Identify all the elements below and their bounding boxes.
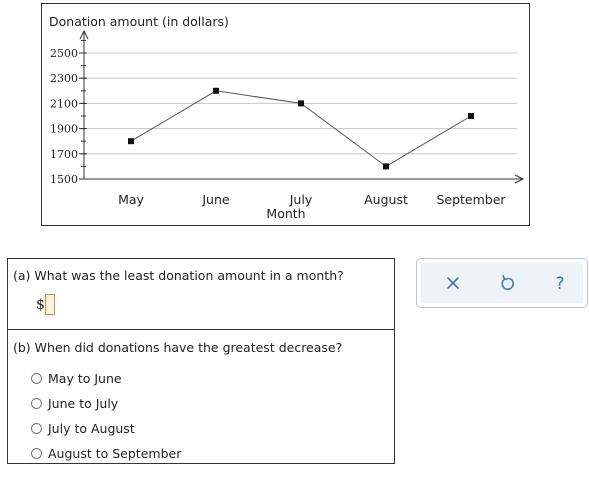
- y-tick-label: 2500: [50, 47, 78, 60]
- option-label: August to September: [48, 445, 182, 461]
- amount-input[interactable]: [45, 294, 55, 315]
- undo-button[interactable]: [495, 271, 519, 295]
- y-tick-label: 1500: [50, 173, 78, 186]
- radio-button[interactable]: [31, 448, 42, 459]
- currency-symbol: $: [36, 297, 45, 313]
- question-a-panel: [7, 258, 395, 330]
- clear-button[interactable]: [441, 271, 465, 295]
- option-june-to-july[interactable]: [31, 394, 118, 412]
- x-tick-label: July: [289, 192, 313, 207]
- x-axis-title: Month: [266, 206, 306, 221]
- data-point: [128, 138, 134, 144]
- radio-button[interactable]: [31, 373, 42, 384]
- x-tick-label: August: [364, 192, 408, 207]
- option-label: May to June: [48, 370, 122, 386]
- data-point: [298, 100, 304, 106]
- data-point: [468, 113, 474, 119]
- x-tick-label: June: [202, 192, 230, 207]
- line-chart: [41, 3, 530, 226]
- y-axis-title: Donation amount (in dollars): [49, 14, 229, 29]
- radio-button[interactable]: [31, 423, 42, 434]
- question-b-text: (b) When did donations have the greatest decrease?: [13, 340, 343, 355]
- y-tick-label: 2300: [50, 72, 78, 86]
- tool-panel: [416, 258, 588, 308]
- y-tick-label: 2100: [50, 97, 78, 111]
- option-may-to-june[interactable]: [31, 369, 122, 387]
- data-point: [213, 88, 219, 94]
- undo-icon: [495, 271, 519, 295]
- option-august-to-september[interactable]: [31, 444, 181, 462]
- question-b-panel: [7, 329, 395, 464]
- y-tick-label: 1700: [50, 147, 78, 161]
- tool-bar: [421, 263, 583, 303]
- radio-button[interactable]: [31, 398, 42, 409]
- help-button[interactable]: [548, 271, 572, 295]
- option-july-to-august[interactable]: [31, 419, 135, 437]
- option-label: June to July: [48, 395, 119, 411]
- x-tick-label: September: [436, 192, 506, 207]
- x-tick-label: May: [118, 192, 144, 207]
- svg-text:?: ?: [555, 274, 565, 294]
- y-tick-label: 1900: [50, 122, 78, 136]
- question-a-text: (a) What was the least donation amount in a month?: [13, 268, 344, 283]
- help-icon: [548, 271, 572, 295]
- close-icon: [441, 271, 465, 295]
- data-point: [383, 163, 389, 169]
- chart-svg: [42, 4, 531, 227]
- option-label: July to August: [48, 420, 135, 436]
